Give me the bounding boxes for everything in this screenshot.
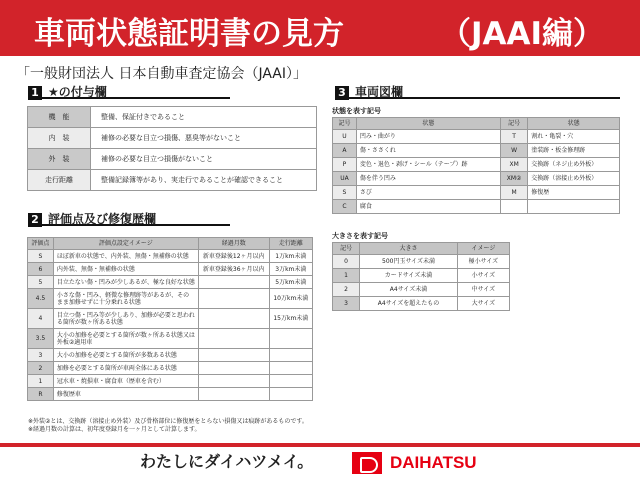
grade: 2 [28,362,54,375]
footer-divider [0,443,640,447]
subtitle: 「一般財団法人 日本自動車査定協会（JAAI）」 [16,66,308,82]
table-row [333,283,510,297]
symbol: U [333,130,357,144]
grade: 3.5 [28,329,54,349]
grade-description: 大小の加修を必要とする箇所が多数ある状態 [53,349,198,362]
grade-description: 目立つ傷・凹み等が少しあり、加修が必要と思われる箇所が数ヶ所ある状態 [53,309,198,329]
size-caption: 大きさを表す記号 [332,232,388,240]
state: さび [356,186,500,200]
notes [28,418,308,434]
row-value: 補修の必要な目立つ損傷がないこと [91,149,317,170]
size-symbol-table [332,242,510,311]
mileage [269,362,312,375]
mileage: 3万km未満 [269,263,312,276]
column-header: 評価点 [28,238,54,250]
size: A4サイズ未満 [360,283,458,297]
grade-description: 加修を必要とする箇所が車両全体にある状態 [53,362,198,375]
state: 交換跡（溶接止め外板） [528,172,620,186]
elapsed-months: 新車登録後36ヶ月以内 [198,263,269,276]
grade-description: 修復歴車 [53,388,198,401]
mileage [269,375,312,388]
header-row [28,238,313,250]
state: 塗装跡・板金修理跡 [528,144,620,158]
column-header: 経過月数 [198,238,269,250]
table-row [28,263,313,276]
mileage [269,329,312,349]
grade: 6 [28,263,54,276]
column-header: 記号 [333,118,357,130]
table-row [333,130,620,144]
grade-description: 目立たない傷・凹みが少しあるが、極な良好な状態 [53,276,198,289]
page-title: 車両状態証明書の見方 [34,16,344,52]
daihatsu-mark-icon [352,452,382,474]
row-label: 機 能 [28,107,91,128]
column-header: 状態 [528,118,620,130]
symbol: XM② [500,172,527,186]
elapsed-months [198,375,269,388]
brand-logo: DAIHATSU [390,453,477,472]
note: ※外装②とは、交換跡（溶接止め外装）及び骨格部位に修復歴をとらない損傷又は痕跡があるものです。 [28,418,308,425]
table-row [333,297,510,311]
state: 修復歴 [528,186,620,200]
section-number: 1 [28,86,42,100]
grade: 5 [28,276,54,289]
table-row [28,107,317,128]
elapsed-months [198,289,269,309]
column-header: 記号 [333,243,360,255]
grade-description: 小さな傷・凹み、軽微な修理跡等があるが、そのまま加修せずに十分乗れる状態 [53,289,198,309]
mileage: 15万km未満 [269,309,312,329]
table-row [333,186,620,200]
size: 500円玉サイズ未満 [360,255,458,269]
state [528,200,620,214]
table-row [28,309,313,329]
table-row [333,172,620,186]
grade: R [28,388,54,401]
header-row [333,243,510,255]
symbol: W [500,144,527,158]
image: 小サイズ [457,269,509,283]
slogan-logo: わたしにダイハツメイ。 [140,452,314,471]
symbol: A [333,144,357,158]
elapsed-months [198,309,269,329]
symbol: M [500,186,527,200]
row-label: 内 装 [28,128,91,149]
column-header: 状態 [356,118,500,130]
symbol: P [333,158,357,172]
section-title: ★の付与欄 [48,85,107,99]
column-header: 大きさ [360,243,458,255]
row-value: 整備、保証付きであること [91,107,317,128]
table-row [28,329,313,349]
section-title: 評価点及び修復歴欄 [48,212,157,226]
grade-table [27,237,313,401]
section3-heading [335,83,620,99]
elapsed-months [198,349,269,362]
section-number: 2 [28,213,42,227]
table-row [28,349,313,362]
symbol: S [333,186,357,200]
state-symbol-table [332,117,620,214]
table-row [333,269,510,283]
symbol: 2 [333,283,360,297]
table-row [28,276,313,289]
table-row [28,362,313,375]
column-header: 走行距離 [269,238,312,250]
symbol: 0 [333,255,360,269]
image: 極小サイズ [457,255,509,269]
elapsed-months [198,362,269,375]
elapsed-months [198,329,269,349]
state: 割れ・亀裂・穴 [528,130,620,144]
table-row [333,255,510,269]
table-row [28,375,313,388]
row-value: 補修の必要な目立つ損傷、悪臭等がないこと [91,128,317,149]
table-row [333,158,620,172]
table-row [28,170,317,191]
table-row [28,128,317,149]
section-number: 3 [335,86,349,100]
image: 大サイズ [457,297,509,311]
state: 交換跡（ネジ止め外板） [528,158,620,172]
page-title-suffix: （JAAI編） [440,16,605,52]
grade-description: ほぼ新車の状態で、内外装、無傷・無補修の状態 [53,250,198,263]
mileage: 5万km未満 [269,276,312,289]
column-header: 評価点設定イメージ [53,238,198,250]
state: 傷を伴う凹み [356,172,500,186]
size: カードサイズ未満 [360,269,458,283]
table-row [28,289,313,309]
grade: 4 [28,309,54,329]
mileage [269,388,312,401]
elapsed-months [198,276,269,289]
symbol [500,200,527,214]
symbol: C [333,200,357,214]
table-row [28,149,317,170]
section1-heading [28,83,230,99]
symbol: XM [500,158,527,172]
table-row [28,250,313,263]
header-banner [0,0,640,56]
state: 凹み・曲がり [356,130,500,144]
grade: 3 [28,349,54,362]
header-row [333,118,620,130]
column-header: イメージ [457,243,509,255]
state: 傷・ささくれ [356,144,500,158]
size: A4サイズを超えたもの [360,297,458,311]
star-table [27,106,317,191]
state-caption: 状態を表す記号 [332,107,381,115]
grade-description: 冠水車・焼損車・腐食車（歴車を含む） [53,375,198,388]
mileage: 10万km未満 [269,289,312,309]
grade-description: 内外装、無傷・無補修の状態 [53,263,198,276]
mileage: 1万km未満 [269,250,312,263]
section-title: 車両図欄 [355,85,404,99]
grade-description: 大小の加修を必要とする箇所が数ヶ所ある状態又は外板②適用車 [53,329,198,349]
image: 中サイズ [457,283,509,297]
grade: 4.5 [28,289,54,309]
table-row [28,388,313,401]
state: 腐食 [356,200,500,214]
symbol: T [500,130,527,144]
section2-heading [28,210,230,226]
state: 変色・退色・剥げ・シール（テープ）跡 [356,158,500,172]
row-value: 整備記録簿等があり、実走行であることが確認できること [91,170,317,191]
row-label: 走行距離 [28,170,91,191]
symbol: UA [333,172,357,186]
table-row [333,200,620,214]
column-header: 記号 [500,118,527,130]
grade: 1 [28,375,54,388]
elapsed-months [198,388,269,401]
mileage [269,349,312,362]
grade: S [28,250,54,263]
symbol: 3 [333,297,360,311]
table-row [333,144,620,158]
symbol: 1 [333,269,360,283]
note: ※経過月数の計算は、初年度登録月を一ヶ月として計算します。 [28,426,201,433]
elapsed-months: 新車登録後12ヶ月以内 [198,250,269,263]
row-label: 外 装 [28,149,91,170]
